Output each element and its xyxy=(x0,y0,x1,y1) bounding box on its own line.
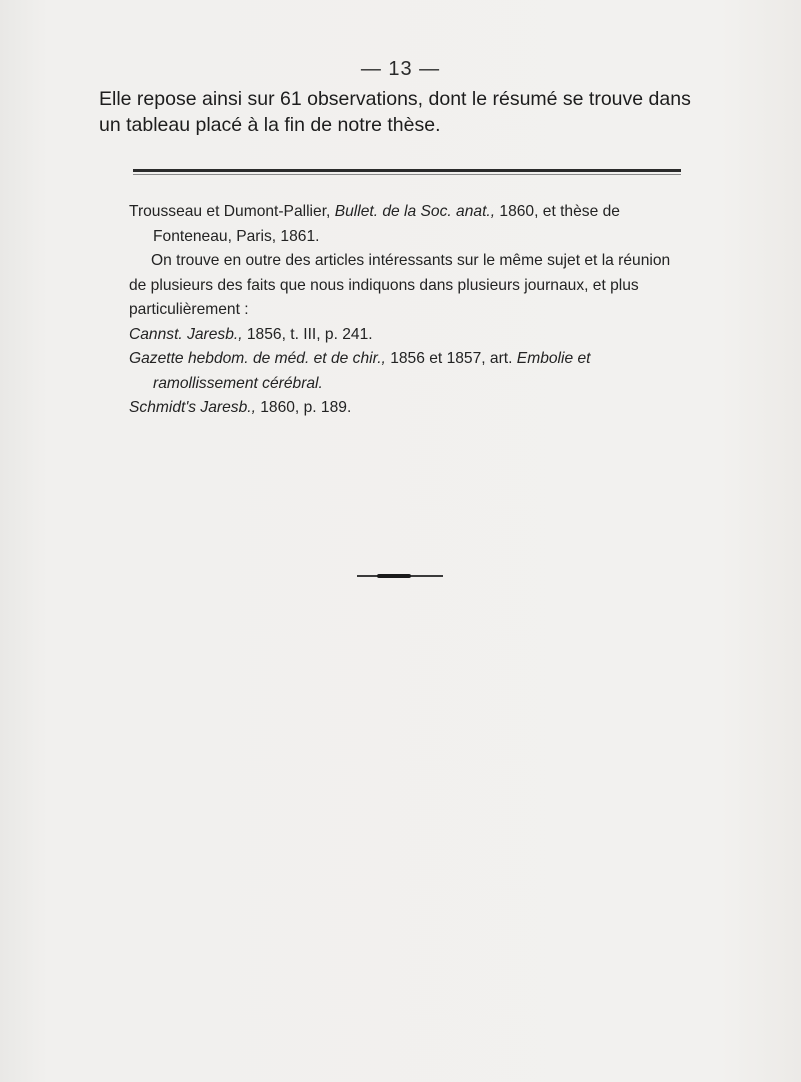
journal-title: Cannst. Jaresb., xyxy=(129,325,243,343)
footnote-reference-cannst xyxy=(129,323,681,348)
footnote-text: 1860, p. 189. xyxy=(255,399,352,416)
footnote-text: Trousseau et Dumont-Pallier, xyxy=(129,203,335,220)
intro-paragraph: Elle repose ainsi sur 61 observations, dont le résumé se trouve dans un tableau placé à la fin de notre thèse. xyxy=(99,88,691,136)
footnote-separator-rule-thin xyxy=(133,174,681,175)
footnote-separator-rule xyxy=(133,169,681,172)
end-ornament-rule xyxy=(357,575,443,577)
article-title: Embolie et ramollissement cérébral. xyxy=(153,350,591,392)
footnote-text: 1856 et 1857, art. xyxy=(385,350,517,367)
footnote-reference-trousseau xyxy=(129,200,681,249)
journal-title: Schmidt's Jaresb., xyxy=(129,399,256,416)
journal-title: Bullet. de la Soc. anat., xyxy=(334,203,496,220)
footnote-reference-gazette xyxy=(129,347,681,396)
footnote-paragraph: On trouve en outre des articles intéressants sur le même sujet et la réunion de plusieurs des faits que nous indiquons dans plusieurs journaux, et plus particulièrement : xyxy=(129,252,671,318)
page-number: — 13 — xyxy=(360,58,441,80)
journal-title: Gazette hebdom. de méd. et de chir., xyxy=(129,350,386,367)
footnote-text: 1856, t. III, p. 241. xyxy=(242,325,373,343)
footnote-reference-schmidt xyxy=(129,396,681,421)
footnote-text: 1860, et thèse de Fonteneau, Paris, 1861. xyxy=(153,203,620,245)
footnotes-block xyxy=(129,200,681,421)
